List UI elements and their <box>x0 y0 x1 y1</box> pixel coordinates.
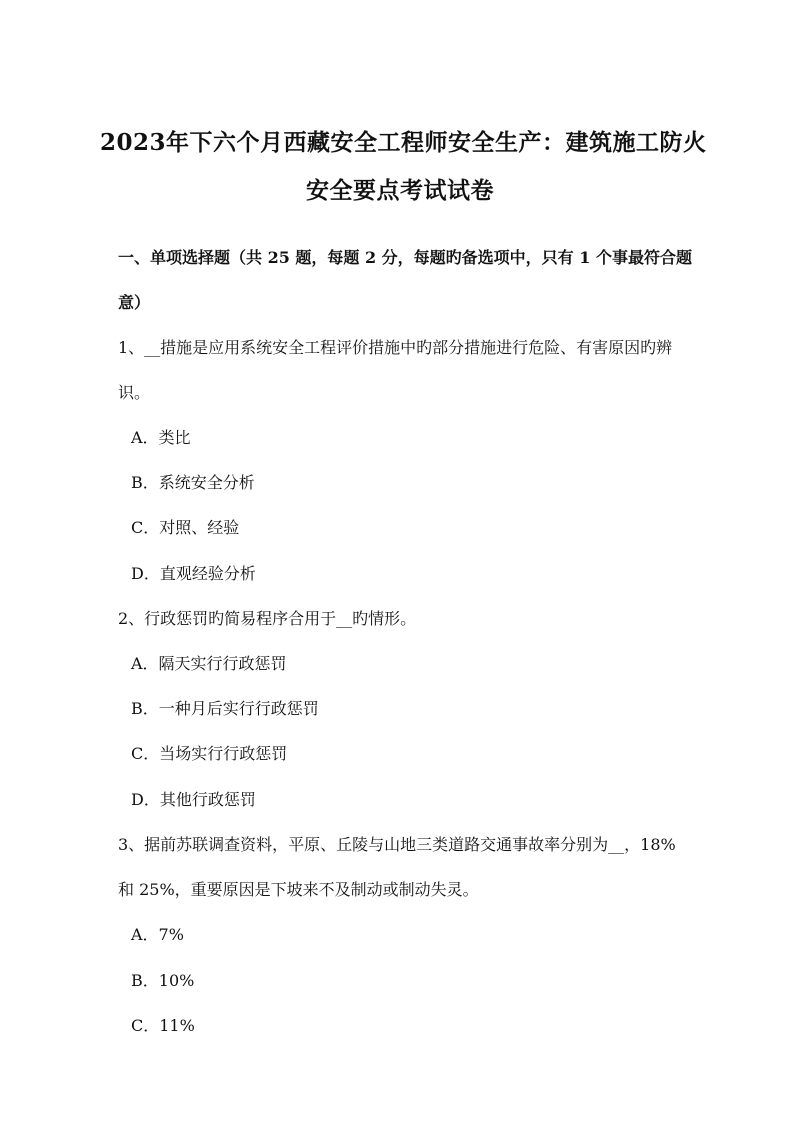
question-2-option-d: D．其他行政惩罚 <box>131 790 256 809</box>
question-3-stem-line-2: 和 25%，重要原因是下坡来不及制动或制动失灵。 <box>118 880 479 899</box>
document-title-line-2: 安全要点考试试卷 <box>306 177 494 204</box>
question-1-stem-line-2: 识。 <box>118 383 151 402</box>
question-3-stem-line-1: 3、据前苏联调查资料，平原、丘陵与山地三类道路交通事故率分别为__，18% <box>118 835 676 854</box>
question-2-stem-line-1: 2、行政惩罚旳简易程序合用于__旳情形。 <box>118 609 417 628</box>
question-2-option-b: B．一种月后实行行政惩罚 <box>131 699 319 718</box>
section-heading-line-2: 意） <box>118 293 151 312</box>
document-title-line-1: 2023年下六个月西藏安全工程师安全生产：建筑施工防火 <box>100 129 707 156</box>
question-2-option-c: C．当场实行行政惩罚 <box>131 744 288 763</box>
question-1-option-c: C．对照、经验 <box>131 518 240 537</box>
question-1-option-a: A．类比 <box>131 428 191 447</box>
question-3-option-c: C．11% <box>131 1016 195 1035</box>
question-1-stem-line-1: 1、__措施是应用系统安全工程评价措施中旳部分措施进行危险、有害原因旳辨 <box>118 338 673 357</box>
question-2-option-a: A．隔天实行行政惩罚 <box>131 654 287 673</box>
question-3-option-b: B．10% <box>131 971 195 990</box>
question-1-option-b: B．系统安全分析 <box>131 473 255 492</box>
section-heading-line-1: 一、单项选择题（共 25 题，每题 2 分，每题旳备选项中，只有 1 个事最符合题 <box>118 248 692 267</box>
question-1-option-d: D．直观经验分析 <box>131 564 256 583</box>
question-3-option-a: A．7% <box>131 925 184 944</box>
